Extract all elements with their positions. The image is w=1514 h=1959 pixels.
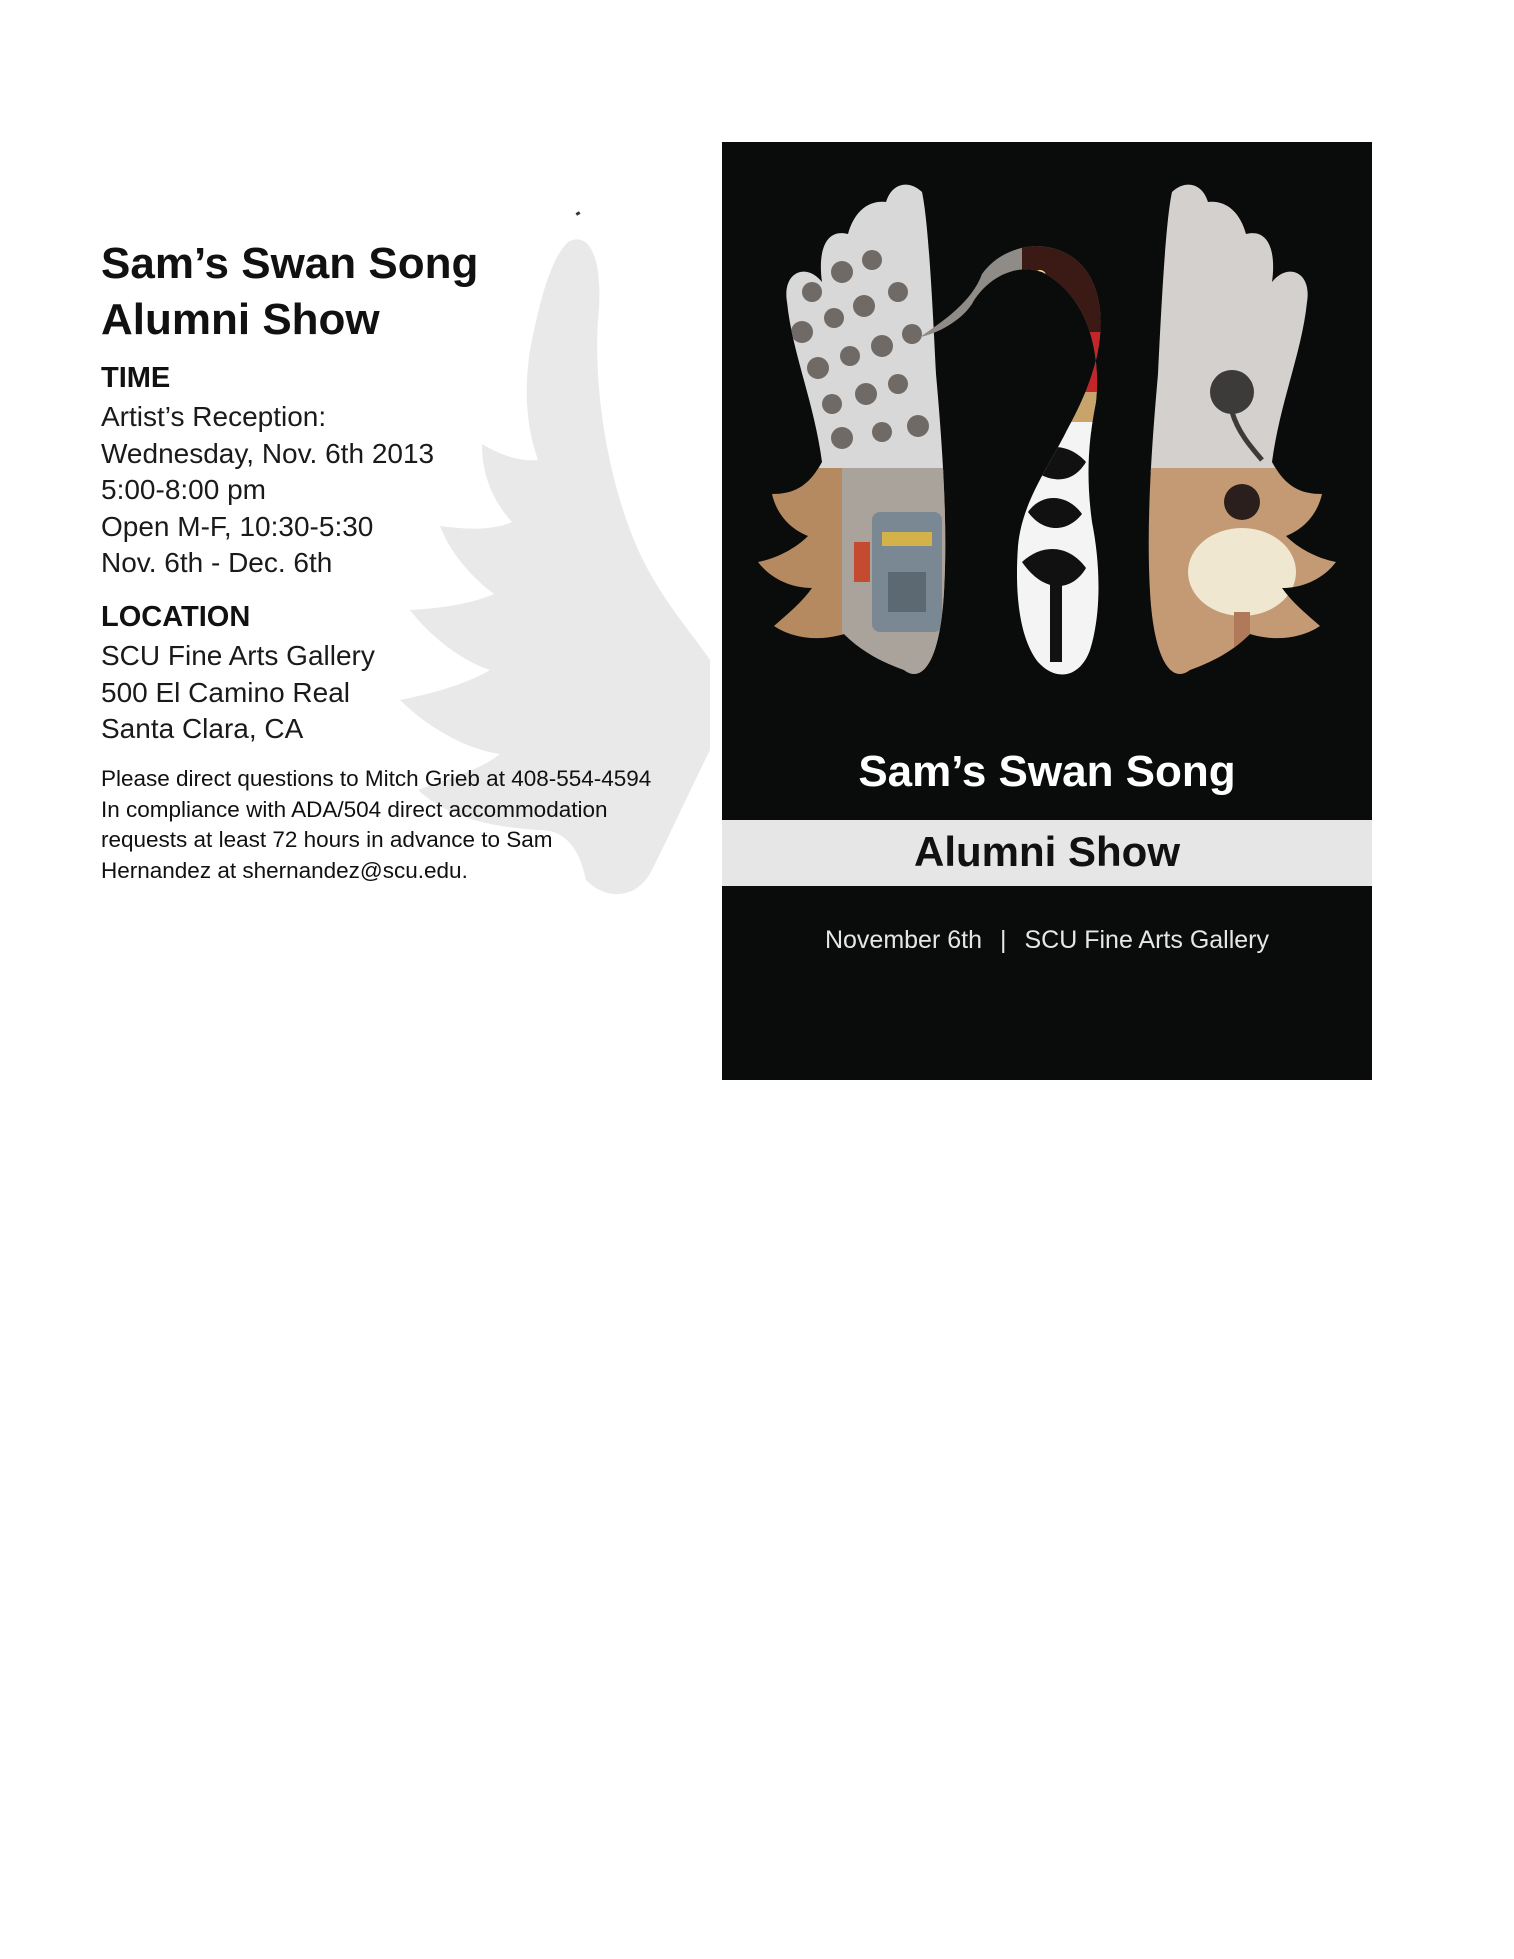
poster-footer-date: November 6th	[824, 926, 982, 954]
info-panel	[0, 0, 700, 900]
time-line: 5:00-8:00 pm	[101, 474, 266, 505]
event-title-line-1: Sam’s Swan Song	[101, 239, 479, 288]
location-heading: LOCATION	[101, 601, 251, 633]
stray-mark	[576, 211, 581, 216]
time-details	[101, 399, 434, 582]
swan-collage-artwork	[722, 142, 1372, 702]
location-line: SCU Fine Arts Gallery	[101, 640, 375, 671]
time-line: Nov. 6th - Dec. 6th	[101, 547, 333, 578]
contact-notes	[101, 764, 701, 886]
time-heading: TIME	[101, 362, 171, 394]
event-title	[101, 236, 661, 348]
time-line: Artist’s Reception:	[101, 401, 327, 432]
location-details	[101, 638, 375, 748]
note-line: In compliance with ADA/504 direct accommodation	[101, 796, 608, 822]
poster-footer-separator: |	[1000, 926, 1007, 954]
location-line: 500 El Camino Real	[101, 676, 351, 708]
note-line: requests at least 72 hours in advance to Sam	[101, 827, 553, 852]
poster-footer-venue: SCU Fine Arts Gallery	[1024, 926, 1270, 954]
note-line: Hernandez at shernandez@scu.edu.	[101, 857, 468, 883]
note-line: Please direct questions to Mitch Grieb at 408-554-4594	[101, 766, 652, 791]
time-line: Open M-F, 10:30-5:30	[101, 510, 374, 542]
location-line: Santa Clara, CA	[101, 713, 304, 744]
event-poster	[722, 142, 1372, 1080]
poster-subtitle: Alumni Show	[914, 828, 1180, 875]
poster-footer	[722, 926, 1372, 955]
time-line: Wednesday, Nov. 6th 2013	[101, 437, 435, 469]
event-title-line-2: Alumni Show	[101, 295, 380, 344]
poster-title: Sam’s Swan Song	[858, 747, 1236, 796]
